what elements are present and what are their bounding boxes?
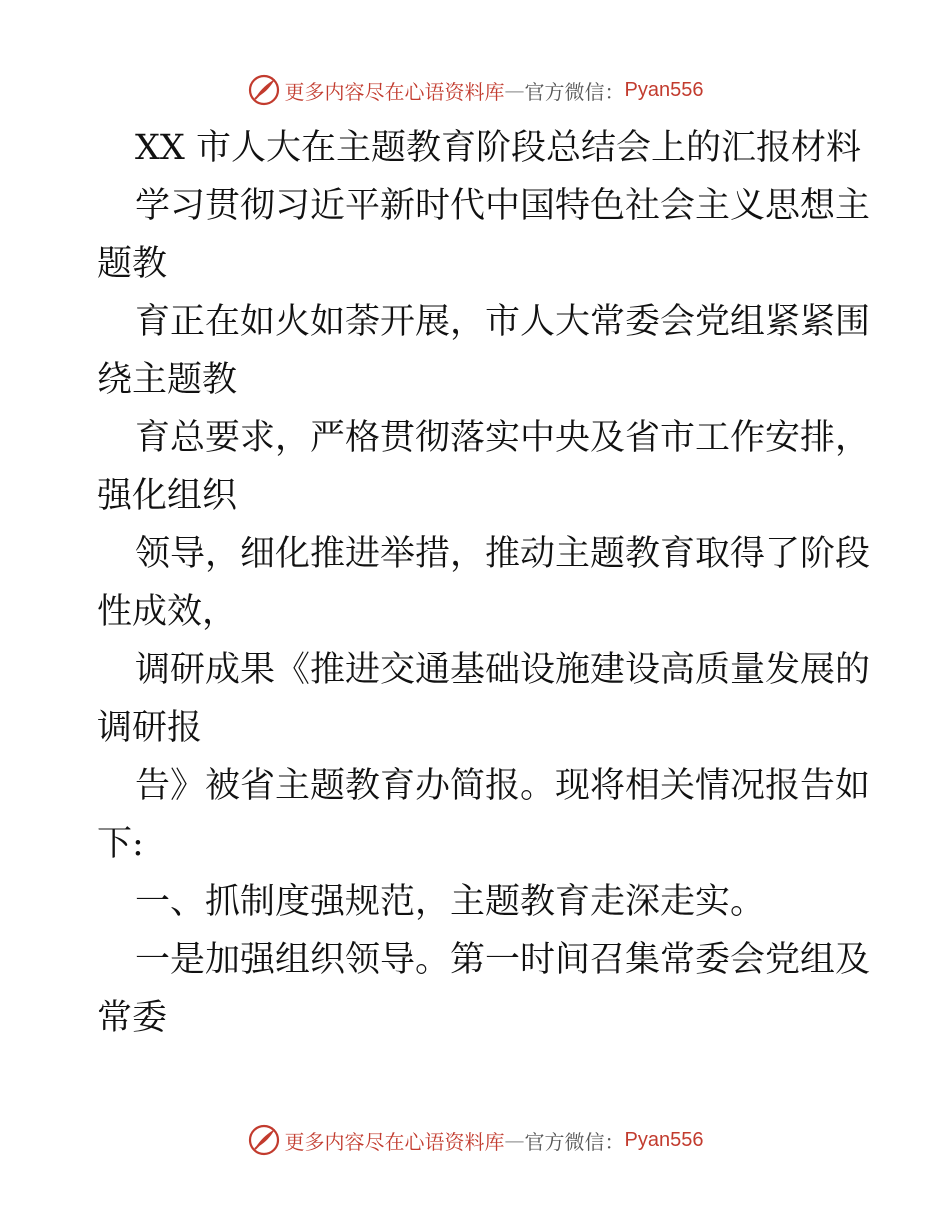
- document-title: XX 市人大在主题教育阶段总结会上的汇报材料: [135, 128, 861, 168]
- watermark-colon: ：: [604, 79, 625, 104]
- section-heading: 一、抓制度强规范，主题教育走深走实。: [135, 882, 766, 922]
- header-watermark: [0, 70, 950, 110]
- paragraph-line: 题教: [97, 244, 168, 284]
- watermark-id: Pyan556: [624, 78, 704, 101]
- watermark-colon: ：: [604, 1129, 625, 1154]
- quill-logo-icon: [247, 1123, 281, 1157]
- paragraph-line: 常委: [97, 998, 168, 1038]
- paragraph-line: 调研报: [97, 708, 203, 748]
- watermark-dash: —: [504, 1128, 525, 1152]
- watermark-text: 更多内容尽在心语资料库: [284, 1129, 505, 1154]
- quill-logo-icon: [247, 73, 281, 107]
- footer-watermark: [0, 1120, 950, 1160]
- paragraph-line: 一是加强组织领导。第一时间召集常委会党组及: [135, 940, 871, 980]
- watermark-text: 更多内容尽在心语资料库: [284, 79, 505, 104]
- watermark-label: 官方微信: [524, 79, 605, 104]
- paragraph-line: 领导，细化推进举措，推动主题教育取得了阶段: [135, 534, 871, 574]
- paragraph-line: 调研成果《推进交通基础设施建设高质量发展的: [135, 650, 871, 690]
- paragraph-line: 育总要求，严格贯彻落实中央及省市工作安排，: [135, 418, 871, 458]
- paragraph-line: 育正在如火如荼开展，市人大常委会党组紧紧围: [135, 302, 871, 342]
- paragraph-line: 下:: [97, 824, 144, 864]
- watermark-dash: —: [504, 78, 525, 102]
- paragraph-line: 学习贯彻习近平新时代中国特色社会主义思想主: [135, 186, 871, 226]
- watermark-id: Pyan556: [624, 1128, 704, 1151]
- paragraph-line: 性成效，: [97, 592, 238, 632]
- watermark-label: 官方微信: [524, 1129, 605, 1154]
- paragraph-line: 强化组织: [97, 476, 238, 516]
- paragraph-line: 告》被省主题教育办简报。现将相关情况报告如: [135, 766, 871, 806]
- paragraph-line: 绕主题教: [97, 360, 238, 400]
